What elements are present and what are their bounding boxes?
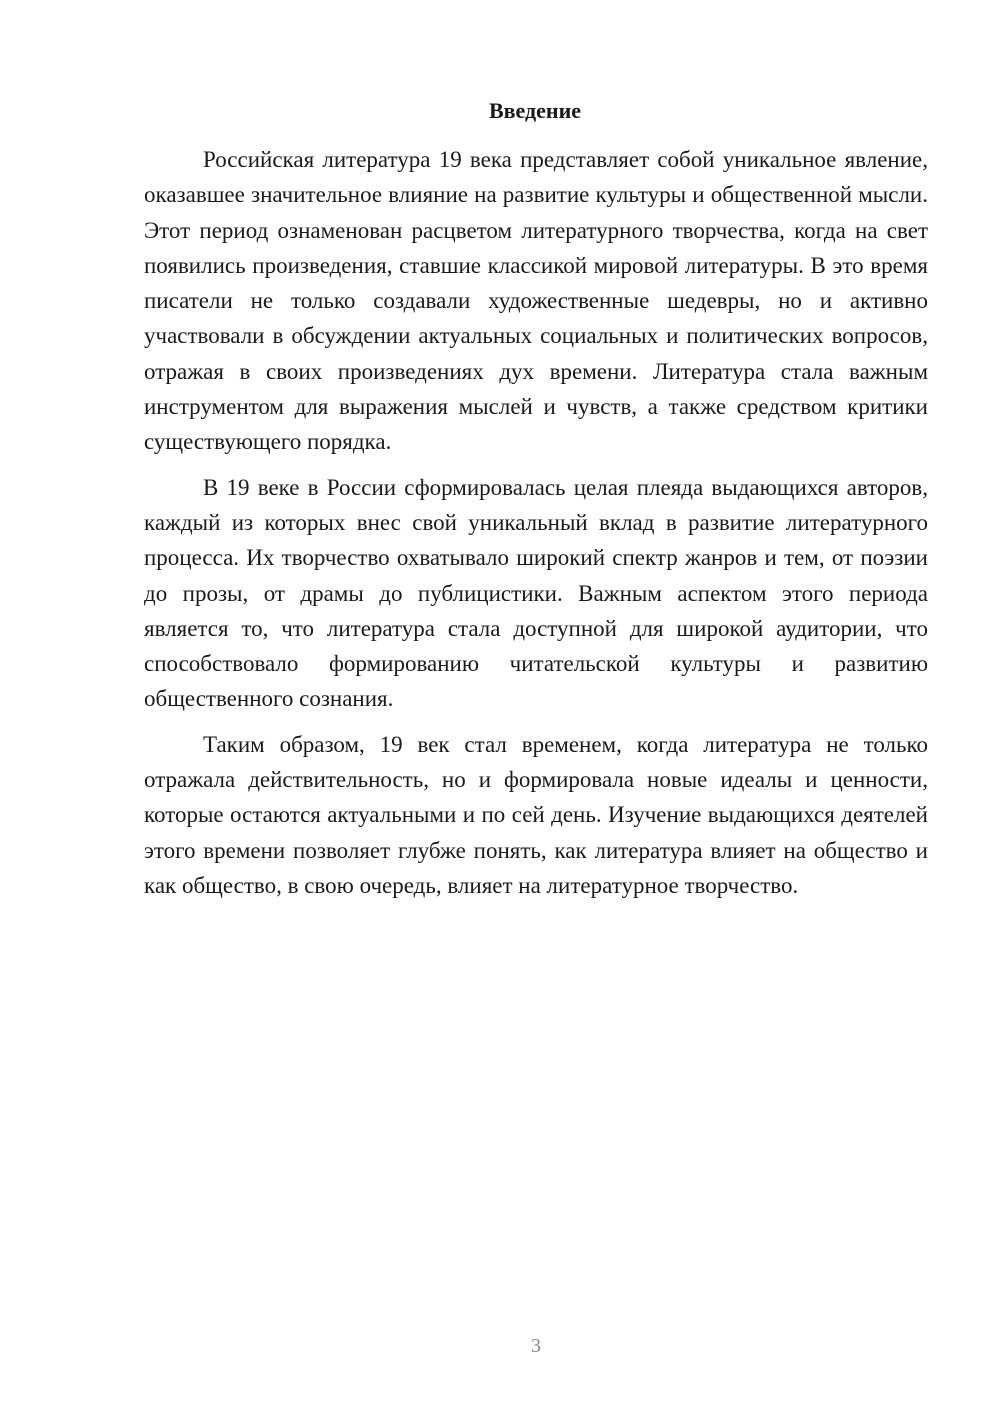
paragraph: Российская литература 19 века представляет собой уникальное явление, оказавшее значительное влияние на развитие культуры и общественной мысли. Этот период ознаменован расцветом литературного творчества, когда на свет появились произведения, ставшие классикой мировой литературы. В это время писатели не только создавали художественные шедевры, но и активно участвовали в обсуждении актуальных социальных и политических вопросов, отражая в своих произведениях дух времени. Литература стала важным инструментом для выражения мыслей и чувств, а также средством критики существующего порядка. <box>144 147 928 455</box>
page-number: 3 <box>531 1335 541 1357</box>
paragraph: В 19 веке в России сформировалась целая плеяда выдающихся авторов, каждый из которых внес свой уникальный вклад в развитие литературного процесса. Их творчество охватывало широкий спектр жанров и тем, от поэзии до прозы, от драмы до публицистики. Важным аспектом этого периода является то, что литература стала доступной для широкой аудитории, что способствовало формированию читательской культуры и развитию общественного сознания. <box>144 474 928 712</box>
body-text <box>144 142 928 903</box>
page-title: Введение <box>488 98 582 123</box>
paragraph: Таким образом, 19 век стал временем, когда литература не только отражала действительность, но и формировала новые идеалы и ценности, которые остаются актуальными и по сей день. Изучение выдающихся деятелей этого времени позволяет глубже понять, как литература влияет на общество и как общество, в свою очередь, влияет на литературное творчество. <box>144 731 928 898</box>
